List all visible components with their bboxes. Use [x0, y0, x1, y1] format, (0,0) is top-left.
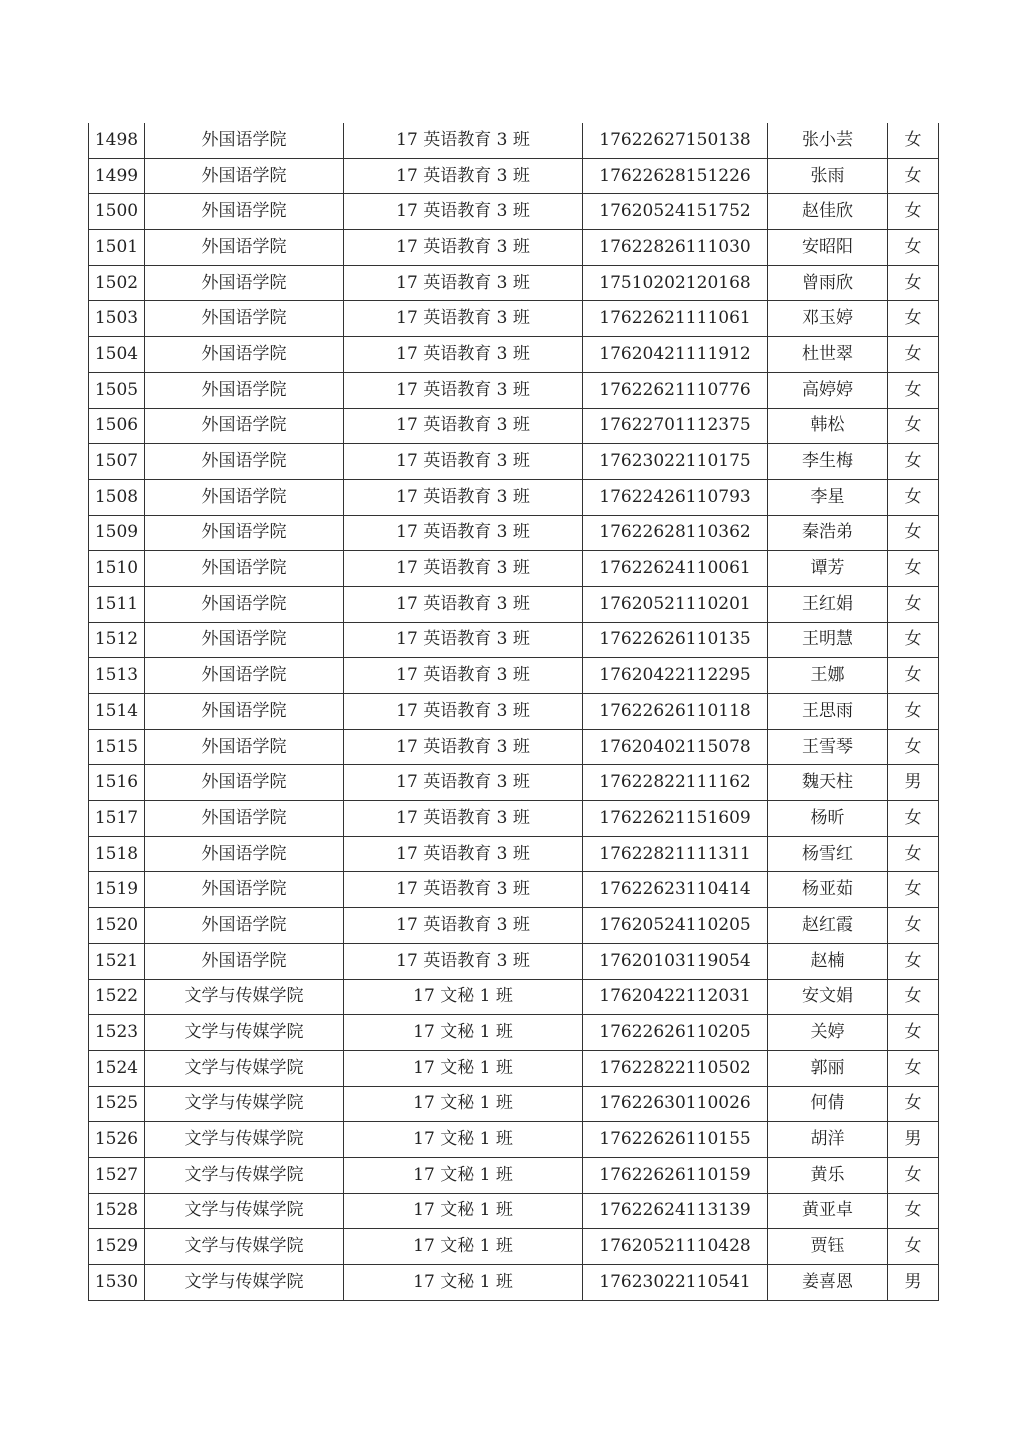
cell-gender: 女 — [888, 622, 939, 658]
cell-class: 17 英语教育 3 班 — [344, 801, 583, 837]
table-row — [89, 444, 939, 480]
cell-serial-number: 1506 — [89, 408, 145, 444]
cell-student-id: 17622626110155 — [583, 1122, 768, 1158]
cell-student-name: 魏天柱 — [768, 765, 888, 801]
cell-student-name: 高婷婷 — [768, 372, 888, 408]
cell-college: 外国语学院 — [145, 836, 344, 872]
cell-serial-number: 1501 — [89, 230, 145, 266]
table-row — [89, 729, 939, 765]
cell-student-id: 17622624113139 — [583, 1193, 768, 1229]
cell-gender: 女 — [888, 694, 939, 730]
cell-student-id: 17620521110428 — [583, 1229, 768, 1265]
cell-college: 外国语学院 — [145, 444, 344, 480]
cell-class: 17 英语教育 3 班 — [344, 444, 583, 480]
cell-class: 17 文秘 1 班 — [344, 1193, 583, 1229]
cell-gender: 女 — [888, 1050, 939, 1086]
table-row — [89, 230, 939, 266]
cell-gender: 女 — [888, 301, 939, 337]
cell-college: 外国语学院 — [145, 123, 344, 158]
cell-class: 17 英语教育 3 班 — [344, 943, 583, 979]
cell-student-id: 17622821111311 — [583, 836, 768, 872]
cell-gender: 女 — [888, 729, 939, 765]
cell-serial-number: 1514 — [89, 694, 145, 730]
cell-class: 17 英语教育 3 班 — [344, 337, 583, 373]
cell-student-id: 17622628151226 — [583, 158, 768, 194]
cell-student-id: 17620422112031 — [583, 979, 768, 1015]
cell-serial-number: 1515 — [89, 729, 145, 765]
cell-gender: 女 — [888, 158, 939, 194]
cell-gender: 女 — [888, 194, 939, 230]
cell-gender: 女 — [888, 230, 939, 266]
table-row — [89, 979, 939, 1015]
cell-college: 外国语学院 — [145, 765, 344, 801]
cell-serial-number: 1505 — [89, 372, 145, 408]
cell-class: 17 英语教育 3 班 — [344, 479, 583, 515]
cell-student-name: 李星 — [768, 479, 888, 515]
cell-class: 17 文秘 1 班 — [344, 1157, 583, 1193]
cell-college: 外国语学院 — [145, 194, 344, 230]
cell-serial-number: 1530 — [89, 1265, 145, 1301]
cell-student-name: 杨亚茹 — [768, 872, 888, 908]
cell-class: 17 英语教育 3 班 — [344, 586, 583, 622]
cell-gender: 女 — [888, 265, 939, 301]
cell-gender: 女 — [888, 372, 939, 408]
cell-student-name: 曾雨欣 — [768, 265, 888, 301]
table-row — [89, 479, 939, 515]
cell-student-name: 张小芸 — [768, 123, 888, 158]
cell-college: 外国语学院 — [145, 408, 344, 444]
cell-class: 17 英语教育 3 班 — [344, 158, 583, 194]
cell-gender: 女 — [888, 979, 939, 1015]
cell-serial-number: 1509 — [89, 515, 145, 551]
cell-student-id: 17620103119054 — [583, 943, 768, 979]
table-row — [89, 908, 939, 944]
table-row — [89, 194, 939, 230]
cell-class: 17 文秘 1 班 — [344, 1050, 583, 1086]
cell-serial-number: 1511 — [89, 586, 145, 622]
cell-student-id: 17622826111030 — [583, 230, 768, 266]
cell-class: 17 英语教育 3 班 — [344, 765, 583, 801]
cell-college: 外国语学院 — [145, 158, 344, 194]
cell-student-name: 邓玉婷 — [768, 301, 888, 337]
cell-serial-number: 1525 — [89, 1086, 145, 1122]
cell-student-id: 17622624110061 — [583, 551, 768, 587]
cell-class: 17 英语教育 3 班 — [344, 194, 583, 230]
cell-serial-number: 1512 — [89, 622, 145, 658]
cell-serial-number: 1517 — [89, 801, 145, 837]
cell-student-id: 17622626110159 — [583, 1157, 768, 1193]
cell-student-name: 姜喜恩 — [768, 1265, 888, 1301]
cell-student-id: 17622822110502 — [583, 1050, 768, 1086]
cell-gender: 女 — [888, 658, 939, 694]
cell-gender: 女 — [888, 337, 939, 373]
cell-student-id: 17622822111162 — [583, 765, 768, 801]
table-row — [89, 1015, 939, 1051]
cell-student-id: 17620524151752 — [583, 194, 768, 230]
cell-student-name: 何倩 — [768, 1086, 888, 1122]
cell-class: 17 英语教育 3 班 — [344, 123, 583, 158]
cell-student-name: 韩松 — [768, 408, 888, 444]
cell-student-name: 胡洋 — [768, 1122, 888, 1158]
cell-gender: 女 — [888, 515, 939, 551]
table-row — [89, 801, 939, 837]
cell-serial-number: 1521 — [89, 943, 145, 979]
cell-class: 17 英语教育 3 班 — [344, 729, 583, 765]
cell-college: 外国语学院 — [145, 479, 344, 515]
cell-class: 17 英语教育 3 班 — [344, 408, 583, 444]
cell-college: 文学与传媒学院 — [145, 1229, 344, 1265]
cell-student-name: 杨雪红 — [768, 836, 888, 872]
cell-gender: 女 — [888, 1015, 939, 1051]
cell-student-id: 17623022110541 — [583, 1265, 768, 1301]
cell-student-id: 17622426110793 — [583, 479, 768, 515]
cell-college: 外国语学院 — [145, 729, 344, 765]
cell-student-id: 17622701112375 — [583, 408, 768, 444]
table-row — [89, 1086, 939, 1122]
cell-student-name: 张雨 — [768, 158, 888, 194]
table-row — [89, 1193, 939, 1229]
table-row — [89, 1265, 939, 1301]
cell-college: 外国语学院 — [145, 301, 344, 337]
cell-class: 17 英语教育 3 班 — [344, 658, 583, 694]
cell-student-name: 赵佳欣 — [768, 194, 888, 230]
cell-class: 17 英语教育 3 班 — [344, 515, 583, 551]
cell-class: 17 文秘 1 班 — [344, 1265, 583, 1301]
table-row — [89, 551, 939, 587]
cell-college: 外国语学院 — [145, 337, 344, 373]
student-roster-table — [88, 123, 939, 1301]
cell-student-name: 王雪琴 — [768, 729, 888, 765]
table-row — [89, 658, 939, 694]
table-row — [89, 694, 939, 730]
table-row — [89, 158, 939, 194]
cell-serial-number: 1519 — [89, 872, 145, 908]
cell-serial-number: 1507 — [89, 444, 145, 480]
cell-gender: 男 — [888, 1265, 939, 1301]
cell-gender: 女 — [888, 943, 939, 979]
cell-gender: 女 — [888, 551, 939, 587]
cell-class: 17 文秘 1 班 — [344, 979, 583, 1015]
cell-college: 外国语学院 — [145, 230, 344, 266]
cell-student-id: 17620422112295 — [583, 658, 768, 694]
cell-college: 外国语学院 — [145, 908, 344, 944]
cell-college: 文学与传媒学院 — [145, 1086, 344, 1122]
cell-class: 17 英语教育 3 班 — [344, 694, 583, 730]
table-row — [89, 408, 939, 444]
cell-serial-number: 1528 — [89, 1193, 145, 1229]
cell-college: 文学与传媒学院 — [145, 1193, 344, 1229]
cell-college: 文学与传媒学院 — [145, 1050, 344, 1086]
cell-serial-number: 1500 — [89, 194, 145, 230]
cell-class: 17 文秘 1 班 — [344, 1122, 583, 1158]
cell-class: 17 英语教育 3 班 — [344, 551, 583, 587]
cell-student-name: 谭芳 — [768, 551, 888, 587]
cell-class: 17 英语教育 3 班 — [344, 908, 583, 944]
cell-college: 文学与传媒学院 — [145, 1157, 344, 1193]
cell-college: 外国语学院 — [145, 372, 344, 408]
cell-gender: 男 — [888, 765, 939, 801]
cell-college: 外国语学院 — [145, 943, 344, 979]
cell-class: 17 文秘 1 班 — [344, 1015, 583, 1051]
cell-student-id: 17622626110118 — [583, 694, 768, 730]
cell-class: 17 英语教育 3 班 — [344, 836, 583, 872]
cell-student-id: 17620521110201 — [583, 586, 768, 622]
cell-college: 外国语学院 — [145, 694, 344, 730]
cell-student-id: 17622626110135 — [583, 622, 768, 658]
cell-college: 外国语学院 — [145, 658, 344, 694]
cell-serial-number: 1499 — [89, 158, 145, 194]
cell-gender: 女 — [888, 586, 939, 622]
cell-college: 文学与传媒学院 — [145, 1265, 344, 1301]
table-row — [89, 123, 939, 158]
cell-serial-number: 1504 — [89, 337, 145, 373]
cell-serial-number: 1527 — [89, 1157, 145, 1193]
cell-serial-number: 1510 — [89, 551, 145, 587]
table-row — [89, 1157, 939, 1193]
cell-student-name: 安昭阳 — [768, 230, 888, 266]
cell-class: 17 英语教育 3 班 — [344, 230, 583, 266]
cell-gender: 女 — [888, 872, 939, 908]
cell-gender: 女 — [888, 1086, 939, 1122]
cell-gender: 女 — [888, 444, 939, 480]
table-row — [89, 265, 939, 301]
cell-student-name: 赵红霞 — [768, 908, 888, 944]
cell-serial-number: 1520 — [89, 908, 145, 944]
cell-class: 17 文秘 1 班 — [344, 1086, 583, 1122]
cell-student-name: 杜世翠 — [768, 337, 888, 373]
cell-student-id: 17620421111912 — [583, 337, 768, 373]
cell-student-name: 贾钰 — [768, 1229, 888, 1265]
cell-college: 外国语学院 — [145, 551, 344, 587]
cell-college: 外国语学院 — [145, 872, 344, 908]
table-row — [89, 765, 939, 801]
cell-serial-number: 1503 — [89, 301, 145, 337]
table-row — [89, 1122, 939, 1158]
cell-student-name: 杨昕 — [768, 801, 888, 837]
cell-serial-number: 1502 — [89, 265, 145, 301]
cell-class: 17 英语教育 3 班 — [344, 622, 583, 658]
cell-college: 外国语学院 — [145, 622, 344, 658]
cell-serial-number: 1508 — [89, 479, 145, 515]
cell-student-name: 关婷 — [768, 1015, 888, 1051]
cell-gender: 女 — [888, 1229, 939, 1265]
cell-gender: 女 — [888, 1193, 939, 1229]
cell-student-id: 17620402115078 — [583, 729, 768, 765]
cell-student-id: 17510202120168 — [583, 265, 768, 301]
cell-serial-number: 1513 — [89, 658, 145, 694]
cell-student-id: 17622628110362 — [583, 515, 768, 551]
table-row — [89, 872, 939, 908]
table-row — [89, 586, 939, 622]
cell-college: 文学与传媒学院 — [145, 979, 344, 1015]
table-row — [89, 337, 939, 373]
table-row — [89, 1050, 939, 1086]
table-row — [89, 836, 939, 872]
cell-student-name: 王红娟 — [768, 586, 888, 622]
cell-class: 17 英语教育 3 班 — [344, 372, 583, 408]
cell-student-name: 安文娟 — [768, 979, 888, 1015]
cell-serial-number: 1526 — [89, 1122, 145, 1158]
cell-student-id: 17622630110026 — [583, 1086, 768, 1122]
cell-student-name: 王娜 — [768, 658, 888, 694]
cell-student-id: 17622627150138 — [583, 123, 768, 158]
cell-student-name: 赵楠 — [768, 943, 888, 979]
cell-gender: 女 — [888, 908, 939, 944]
cell-serial-number: 1518 — [89, 836, 145, 872]
cell-serial-number: 1524 — [89, 1050, 145, 1086]
cell-class: 17 英语教育 3 班 — [344, 301, 583, 337]
cell-college: 外国语学院 — [145, 265, 344, 301]
cell-student-name: 秦浩弟 — [768, 515, 888, 551]
cell-student-name: 黄乐 — [768, 1157, 888, 1193]
table-row — [89, 622, 939, 658]
cell-college: 文学与传媒学院 — [145, 1015, 344, 1051]
table-row — [89, 515, 939, 551]
table-row — [89, 301, 939, 337]
cell-college: 外国语学院 — [145, 586, 344, 622]
cell-student-name: 郭丽 — [768, 1050, 888, 1086]
cell-student-name: 王思雨 — [768, 694, 888, 730]
cell-serial-number: 1498 — [89, 123, 145, 158]
table-row — [89, 372, 939, 408]
table-row — [89, 943, 939, 979]
cell-class: 17 英语教育 3 班 — [344, 872, 583, 908]
cell-student-id: 17622623110414 — [583, 872, 768, 908]
cell-college: 外国语学院 — [145, 515, 344, 551]
cell-student-id: 17622621110776 — [583, 372, 768, 408]
cell-serial-number: 1529 — [89, 1229, 145, 1265]
cell-student-id: 17622621111061 — [583, 301, 768, 337]
cell-serial-number: 1523 — [89, 1015, 145, 1051]
cell-gender: 女 — [888, 1157, 939, 1193]
cell-class: 17 英语教育 3 班 — [344, 265, 583, 301]
cell-gender: 男 — [888, 1122, 939, 1158]
table-row — [89, 1229, 939, 1265]
cell-serial-number: 1516 — [89, 765, 145, 801]
roster-table-body — [89, 123, 939, 1300]
cell-class: 17 文秘 1 班 — [344, 1229, 583, 1265]
cell-college: 外国语学院 — [145, 801, 344, 837]
cell-student-id: 17622621151609 — [583, 801, 768, 837]
cell-student-name: 王明慧 — [768, 622, 888, 658]
cell-student-id: 17622626110205 — [583, 1015, 768, 1051]
cell-student-id: 17623022110175 — [583, 444, 768, 480]
cell-gender: 女 — [888, 801, 939, 837]
cell-gender: 女 — [888, 408, 939, 444]
cell-gender: 女 — [888, 123, 939, 158]
cell-gender: 女 — [888, 479, 939, 515]
cell-college: 文学与传媒学院 — [145, 1122, 344, 1158]
cell-gender: 女 — [888, 836, 939, 872]
cell-serial-number: 1522 — [89, 979, 145, 1015]
cell-student-name: 李生梅 — [768, 444, 888, 480]
cell-student-id: 17620524110205 — [583, 908, 768, 944]
cell-student-name: 黄亚卓 — [768, 1193, 888, 1229]
